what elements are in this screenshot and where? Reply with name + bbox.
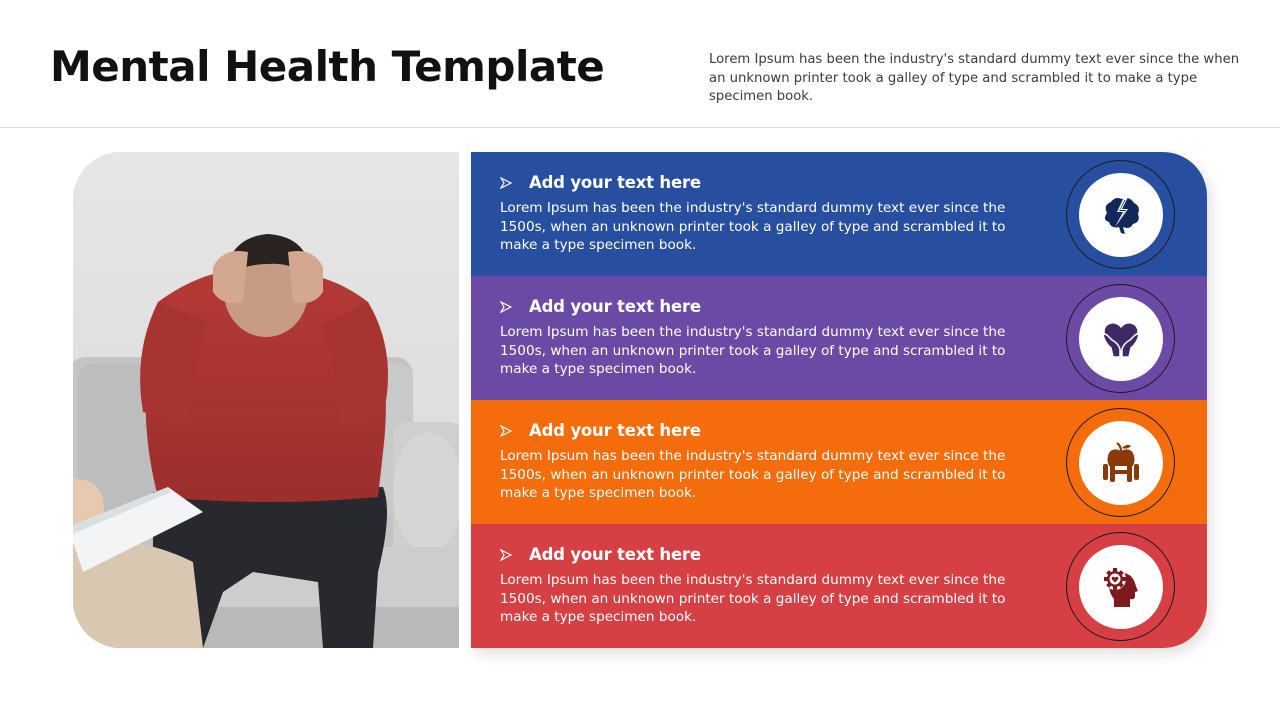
card-title: Add your text here	[529, 297, 701, 316]
heart-hands-icon	[1099, 317, 1143, 361]
arrow-bullet-icon	[500, 549, 512, 561]
card-description: Lorem Ipsum has been the industry's standard dummy text ever since the 1500s, when an unknown printer took a galley of type and scrambled it to make a type specimen book.	[500, 324, 1006, 378]
therapy-photo	[73, 152, 459, 648]
icon-ring	[1066, 160, 1175, 269]
head-gear-heart-icon	[1097, 563, 1145, 611]
card-care	[471, 276, 1207, 400]
icon-ring	[1066, 532, 1175, 641]
arrow-bullet-icon	[500, 177, 512, 189]
page-title: Mental Health Template	[50, 42, 605, 91]
card-heading	[500, 173, 701, 192]
card-fitness	[471, 400, 1207, 524]
card-heading	[500, 545, 701, 564]
card-description: Lorem Ipsum has been the industry's standard dummy text ever since the 1500s, when an unknown printer took a galley of type and scrambled it to make a type specimen book.	[500, 572, 1006, 626]
card-title: Add your text here	[529, 545, 701, 564]
icon-ring	[1066, 408, 1175, 517]
card-stress	[471, 152, 1207, 276]
apple-dumbbell-icon	[1097, 439, 1145, 487]
info-cards	[471, 152, 1207, 648]
arrow-bullet-icon	[500, 425, 512, 437]
intro-paragraph: Lorem Ipsum has been the industry's standard dummy text ever since the when an unknown printer took a galley of type and scrambled it to make a type specimen book.	[709, 52, 1240, 104]
card-description: Lorem Ipsum has been the industry's standard dummy text ever since the 1500s, when an unknown printer took a galley of type and scrambled it to make a type specimen book.	[500, 448, 1006, 502]
card-heading	[500, 421, 701, 440]
icon-ring	[1066, 284, 1175, 393]
brain-lightning-icon	[1097, 191, 1145, 239]
card-heading	[500, 297, 701, 316]
card-mindset	[471, 524, 1207, 648]
card-title: Add your text here	[529, 421, 701, 440]
arrow-bullet-icon	[500, 301, 512, 313]
card-description: Lorem Ipsum has been the industry's standard dummy text ever since the 1500s, when an unknown printer took a galley of type and scrambled it to make a type specimen book.	[500, 200, 1006, 254]
header-divider	[0, 127, 1280, 128]
card-title: Add your text here	[529, 173, 701, 192]
